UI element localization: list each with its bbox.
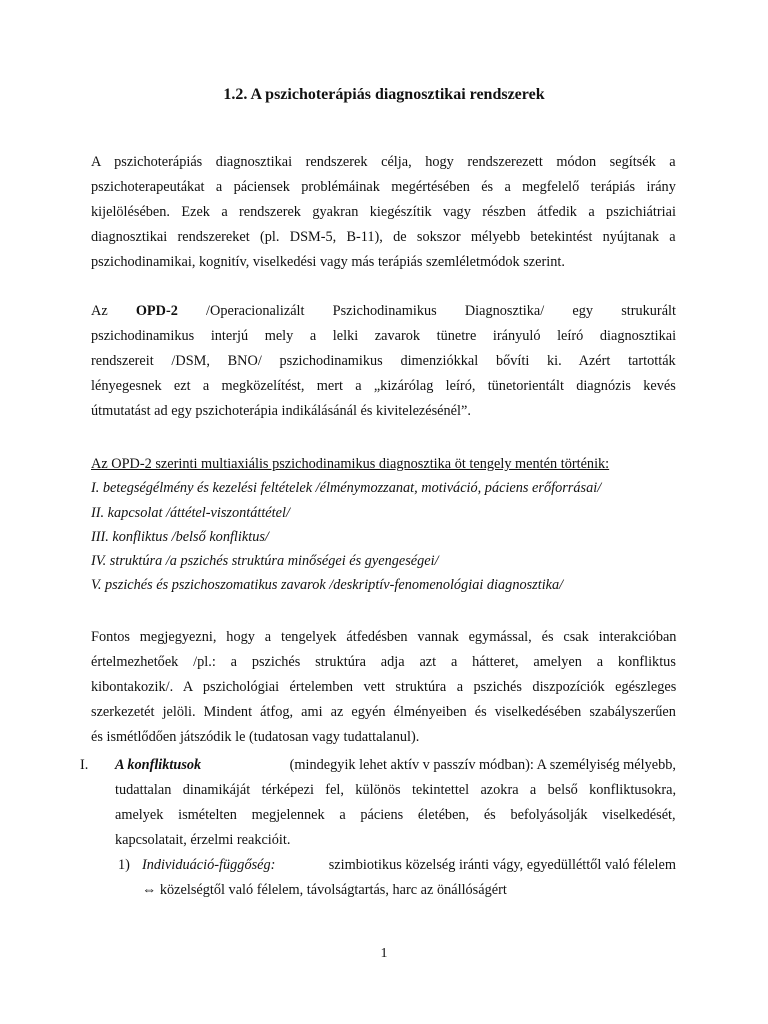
axes-list xyxy=(91,452,676,598)
word: Diagnosztika/ xyxy=(464,303,545,319)
axes-heading: Az OPD-2 szerinti multiaxiális pszichodinamikus diagnosztika öt tengely mentén történik: xyxy=(91,456,610,472)
axis-item: V. pszichés és pszichoszomatikus zavarok /deskriptív-fenomenológiai diagnosztika/ xyxy=(91,577,564,594)
subitem-first-line: szimbiotikus közelség iránti vágy, egyedülléttől való félelem xyxy=(328,857,676,873)
section-first-line: (mindegyik lehet aktív v passzív módban): A személyiség mélyebb, xyxy=(289,757,676,773)
opd-paragraph xyxy=(91,299,676,424)
paragraph-line: diagnosztikai rendszereket (pl. DSM-5, B-11), de sokszor mélyebb betekintést nyújtanak a xyxy=(91,229,676,245)
word: egy xyxy=(572,303,594,319)
paragraph-line: értelmezhetőek /pl.: a pszichés struktúra adja azt a hátteret, amelyen a konfliktus xyxy=(91,654,676,670)
opd-term: OPD-2 xyxy=(135,303,178,319)
paragraph-line: rendszereit /DSM, BNO/ pszichodinamikus dimenziókkal bővíti ki. Azért tartották xyxy=(91,353,676,369)
paragraph-line: pszichodinamikus interjú mely a lelki zavarok tünetre irányuló leíró diagnosztikai xyxy=(91,328,677,344)
paragraph-line: amelyek ismételten megjelennek a páciens életében, és befolyásolják viselkedését, xyxy=(115,807,676,823)
conflict-section xyxy=(115,753,676,853)
paragraph-line: tudattalan dinamikáját térképezi fel, különös tekintettel azokra a belső konfliktusokra, xyxy=(115,782,677,798)
word: Az xyxy=(91,303,108,319)
paragraph-line xyxy=(142,853,676,878)
paragraph-line xyxy=(115,753,676,778)
axis-item: I. betegségélmény és kezelési feltételek /élménymozzanat, motiváció, páciens erőforrásai/ xyxy=(91,480,602,497)
word: /Operacionalizált xyxy=(206,303,305,319)
section-term: A konfliktusok xyxy=(115,757,202,773)
paragraph-line: kijelölésében. Ezek a rendszerek gyakran kiegészítik vagy részben átfedik a pszichiátriai xyxy=(91,204,676,220)
paragraph-line: szerkezetét jelöli. Mindent átfog, ami az egyén élményeiben és viselkedésében szabályszerűen xyxy=(91,704,676,720)
paragraph-line: pszichodinamikai, kognitív, viselkedési vagy más terápiás szemléletmódok szerint. xyxy=(91,254,565,270)
axis-item: II. kapcsolat /áttétel-viszontáttétel/ xyxy=(91,504,290,521)
paragraph-line: és ismétlődően játszódik le (tudatosan vagy tudattalanul). xyxy=(91,729,420,745)
paragraph-line: ⇔ közelségtől való félelem, távolságtartás, harc az önállóságért xyxy=(142,882,507,898)
paragraph-line: útmutatást ad egy pszichoterápia indikálásánál és kivitelezésénél”. xyxy=(91,403,471,419)
axis-item: III. konfliktus /belső konfliktus/ xyxy=(91,528,269,545)
intro-paragraph xyxy=(91,150,676,275)
page-title: 1.2. A pszichoterápiás diagnosztikai rendszerek xyxy=(223,86,545,103)
subitem-term: Individuáció-függőség: xyxy=(142,857,276,873)
paragraph-line: A pszichoterápiás diagnosztikai rendszerek célja, hogy rendszerezett módon segítsék a xyxy=(91,154,676,170)
page-number: 1 xyxy=(380,946,388,961)
paragraph-line: kibontakozik/. A pszichológiai értelemben vett struktúra a pszichés diszpozíciók egészleges xyxy=(91,679,677,695)
paragraph-line: lényegesnek ezt a megközelítést, mert a „kizárólag leíró, tünetorientált diagnózis kevés xyxy=(91,378,676,394)
paragraph-line: Fontos megjegyezni, hogy a tengelyek átfedésben vannak egymással, és csak interakcióban xyxy=(91,629,677,645)
subitem-paragraph xyxy=(142,853,676,903)
paragraph-line: kapcsolatait, érzelmi reakcióit. xyxy=(115,832,291,848)
section-marker: I. xyxy=(80,757,89,773)
axis-item: IV. struktúra /a pszichés struktúra minőségei és gyengeségei/ xyxy=(91,553,439,570)
word: strukurált xyxy=(621,303,676,319)
paragraph-line: pszichoterapeutákat a páciensek problémáinak megértésében és a megfelelő terápiás irány xyxy=(91,179,676,195)
paragraph-line xyxy=(91,299,676,324)
word: Pszichodinamikus xyxy=(332,303,437,319)
note-paragraph xyxy=(91,625,676,750)
subitem-marker: 1) xyxy=(118,857,130,873)
